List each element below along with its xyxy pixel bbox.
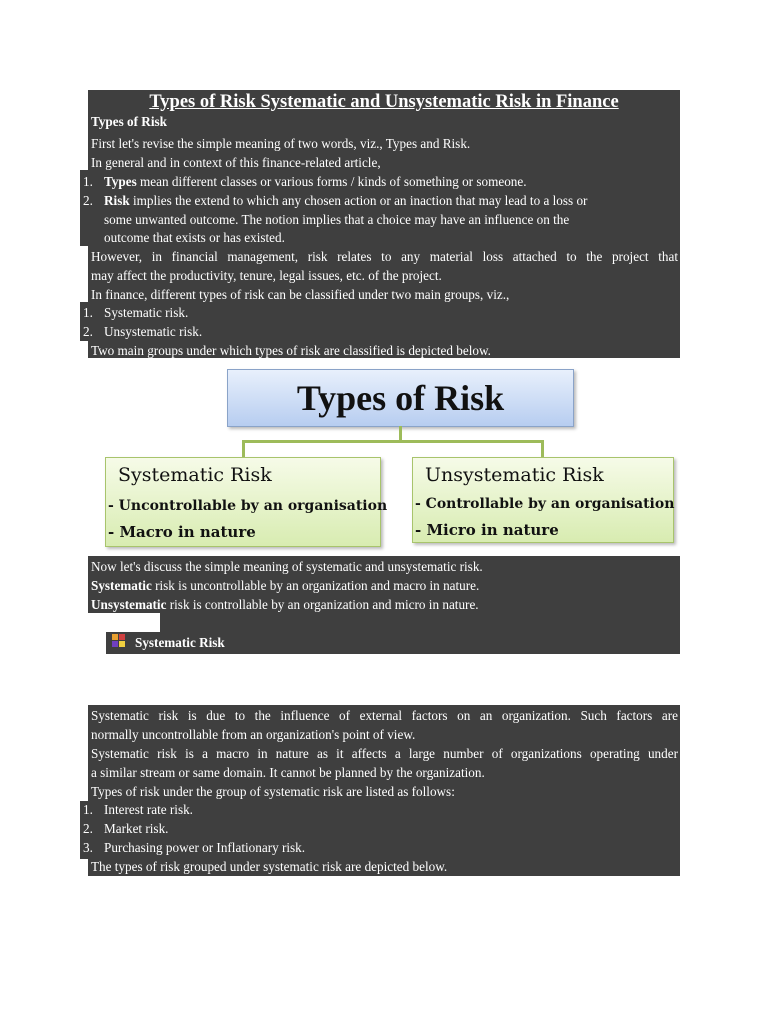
systematic-risk-label: Systematic Risk [135,635,225,650]
unsystematic-box [412,457,674,543]
connector-bar [242,440,544,443]
unsystematic-box-line1: - Controllable by an organisation [415,496,675,512]
para2-line-3: Systematic risk is a macro in nature as it affects a large number of organizations operating under [91,746,678,761]
systematic-box-line2: - Macro in nature [108,523,256,541]
intro-line-2: In general and in context of this finance-related article, [91,155,381,170]
list-number: 1. [83,305,93,320]
para2-line-5: Types of risk under the group of systematic risk are listed as follows: [91,784,455,799]
sys-type-item: Interest rate risk. [104,802,193,817]
def-risk-3: outcome that exists or has existed. [104,230,285,245]
list-number: 2. [83,193,93,208]
list-number: 2. [83,324,93,339]
section-heading: Types of Risk [91,114,167,129]
unsystematic-box-title: Unsystematic Risk [425,464,604,486]
sys-type-item: Purchasing power or Inflationary risk. [104,840,306,855]
list-number: 3. [83,840,93,855]
systematic-def: Systematic risk is uncontrollable by an organization and macro in nature. [91,578,480,593]
connector-right [541,440,544,457]
list-number: 2. [83,821,93,836]
however-line-3: In finance, different types of risk can be classified under two main groups, viz., [91,287,510,302]
group-item: Systematic risk. [104,305,189,320]
def-risk-2: some unwanted outcome. The notion implies that a choice may have an influence on the [104,212,570,227]
systematic-box-title: Systematic Risk [118,464,272,486]
systematic-box [105,457,388,547]
however-line-2: may affect the productivity, tenure, legal issues, etc. of the project. [91,268,442,283]
diagram-title: Types of Risk [227,369,574,427]
depicted-text: Two main groups under which types of risk are classified is depicted below. [91,343,491,358]
systematic-box-line1: - Uncontrollable by an organisation [108,498,388,514]
def-risk-1: Risk implies the extend to which any chosen action or an inaction that may lead to a loss or [104,193,588,208]
list-number: 1. [83,174,93,189]
para2-line-2: normally uncontrollable from an organization's point of view. [91,727,416,742]
para2-line-4: a similar stream or same domain. It cannot be planned by the organization. [91,765,485,780]
however-line-1: However, in financial management, risk relates to any material loss attached to the project that [91,249,678,264]
page-title: Types of Risk Systematic and Unsystematic Risk in Finance [149,92,619,112]
dark-block-discuss-tail [160,612,680,634]
bullet-icon [112,634,125,647]
def-types: Types mean different classes or various forms / kinds of something or someone. [104,174,527,189]
connector-left [242,440,245,457]
intro-line-1: First let's revise the simple meaning of two words, viz., Types and Risk. [91,136,471,151]
para2-line-1: Systematic risk is due to the influence of external factors on an organization. Such factors are [91,708,678,723]
list-number: 1. [83,802,93,817]
group-item: Unsystematic risk. [104,324,203,339]
unsystematic-box-line2: - Micro in nature [415,521,559,539]
discuss-text: Now let's discuss the simple meaning of systematic and unsystematic risk. [91,559,483,574]
risk-diagram [90,358,680,556]
final-text: The types of risk grouped under systematic risk are depicted below. [91,859,448,874]
sys-type-item: Market risk. [104,821,169,836]
unsystematic-def: Unsystematic risk is controllable by an organization and micro in nature. [91,597,479,612]
